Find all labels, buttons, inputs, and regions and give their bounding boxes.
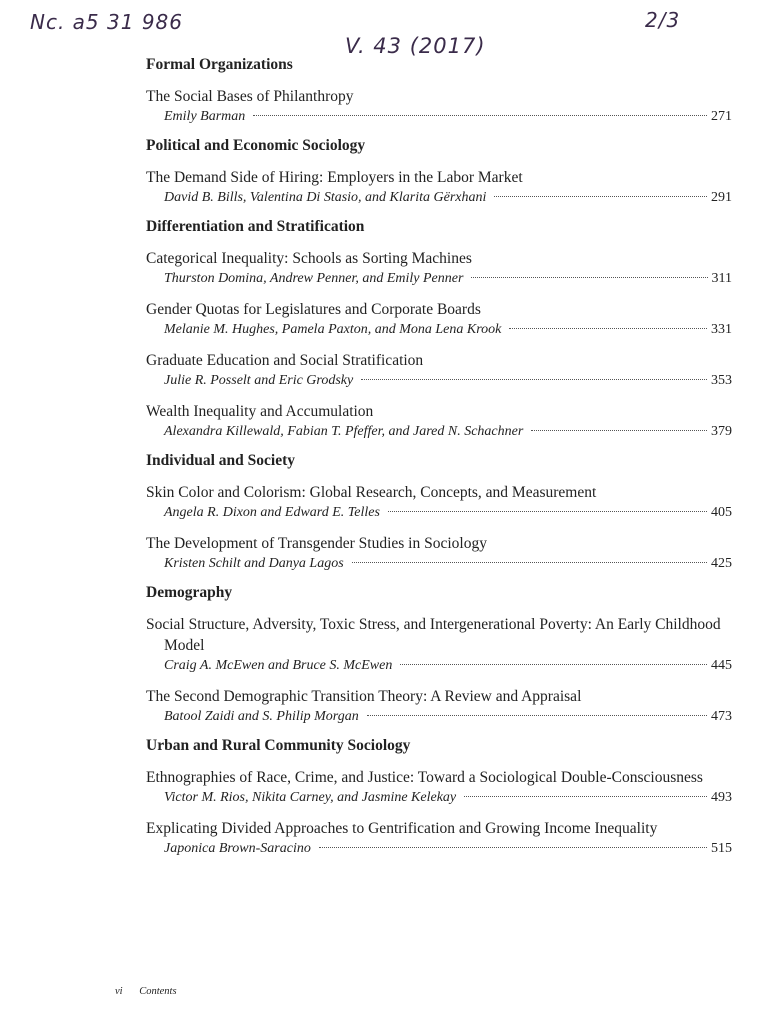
entry-page-number: 353 [711, 373, 732, 388]
entry-authors: Julie R. Posselt and Eric Grodsky [164, 373, 354, 388]
dot-leader [494, 196, 707, 197]
entry-authors: Emily Barman [164, 109, 246, 124]
toc-entry [146, 686, 732, 727]
entry-page-number: 515 [711, 841, 732, 856]
entry-authors: Alexandra Killewald, Fabian T. Pfeffer, and Jared N. Schachner [164, 424, 524, 439]
toc-entry [146, 167, 732, 208]
toc-entry [146, 614, 732, 676]
dot-leader [319, 847, 707, 848]
dot-leader [367, 715, 707, 716]
entry-title: Social Structure, Adversity, Toxic Stress, and Intergenerational Poverty: An Early Childhood Model [146, 616, 721, 654]
toc-entry [146, 299, 732, 340]
entry-title: The Second Demographic Transition Theory: A Review and Appraisal [146, 688, 582, 705]
entry-author-line [146, 320, 732, 340]
entry-authors: Kristen Schilt and Danya Lagos [164, 556, 344, 571]
entry-author-line [146, 707, 732, 727]
dot-leader [471, 277, 707, 278]
section-heading: Demography [146, 584, 233, 601]
entry-page-number: 331 [711, 322, 732, 337]
entry-title: Gender Quotas for Legislatures and Corporate Boards [146, 301, 481, 318]
section-heading: Formal Organizations [146, 56, 293, 73]
entry-authors: Angela R. Dixon and Edward E. Telles [164, 505, 380, 520]
entry-title: The Demand Side of Hiring: Employers in the Labor Market [146, 169, 523, 186]
entry-authors: Batool Zaidi and S. Philip Morgan [164, 709, 359, 724]
toc-entry [146, 401, 732, 442]
toc-entry [146, 533, 732, 574]
dot-leader [352, 562, 707, 563]
handwritten-catalog-number: Nc. a5 31 986 [30, 10, 183, 34]
entry-page-number: 473 [711, 709, 732, 724]
entry-page-number: 493 [711, 790, 732, 805]
dot-leader [464, 796, 707, 797]
dot-leader [531, 430, 707, 431]
section-heading: Individual and Society [146, 452, 296, 469]
entry-author-line [146, 269, 732, 289]
dot-leader [509, 328, 707, 329]
toc-entry [146, 248, 732, 289]
toc-entry [146, 482, 732, 523]
entry-title: Categorical Inequality: Schools as Sorting Machines [146, 250, 472, 267]
entry-title: Graduate Education and Social Stratification [146, 352, 424, 369]
entry-page-number: 379 [711, 424, 732, 439]
dot-leader [253, 115, 707, 116]
entry-title: Ethnographies of Race, Crime, and Justice: Toward a Sociological Double-Consciousness [146, 769, 703, 786]
entry-author-line [146, 107, 732, 127]
entry-page-number: 445 [711, 658, 732, 673]
table-of-contents [146, 56, 732, 869]
entry-authors: Craig A. McEwen and Bruce S. McEwen [164, 658, 393, 673]
entry-title: Explicating Divided Approaches to Gentrification and Growing Income Inequality [146, 820, 658, 837]
footer-page-number: vi [115, 986, 123, 997]
entry-authors: David B. Bills, Valentina Di Stasio, and Klarita Gërxhani [164, 190, 487, 205]
section-heading: Differentiation and Stratification [146, 218, 365, 235]
entry-page-number: 405 [711, 505, 732, 520]
entry-title: The Development of Transgender Studies in Sociology [146, 535, 487, 552]
entry-author-line [146, 656, 732, 676]
entry-authors: Japonica Brown-Saracino [164, 841, 311, 856]
entry-title: The Social Bases of Philanthropy [146, 88, 354, 105]
entry-page-number: 271 [711, 109, 732, 124]
entry-authors: Melanie M. Hughes, Pamela Paxton, and Mona Lena Krook [164, 322, 502, 337]
toc-entry [146, 350, 732, 391]
entry-title: Wealth Inequality and Accumulation [146, 403, 374, 420]
entry-authors: Thurston Domina, Andrew Penner, and Emily Penner [164, 271, 464, 286]
entry-authors: Victor M. Rios, Nikita Carney, and Jasmine Kelekay [164, 790, 457, 805]
footer-label: Contents [139, 986, 177, 997]
page-footer [115, 986, 191, 997]
entry-author-line [146, 554, 732, 574]
toc-entry [146, 767, 732, 808]
entry-author-line [146, 788, 732, 808]
dot-leader [400, 664, 707, 665]
entry-title: Skin Color and Colorism: Global Research, Concepts, and Measurement [146, 484, 597, 501]
section-heading: Political and Economic Sociology [146, 137, 366, 154]
toc-entry [146, 86, 732, 127]
dot-leader [361, 379, 707, 380]
section-heading: Urban and Rural Community Sociology [146, 737, 411, 754]
entry-page-number: 311 [711, 271, 732, 286]
handwritten-volume-note: V. 43 (2017) [345, 34, 486, 58]
dot-leader [388, 511, 707, 512]
entry-author-line [146, 371, 732, 391]
toc-entry [146, 818, 732, 859]
entry-author-line [146, 503, 732, 523]
entry-page-number: 291 [711, 190, 732, 205]
entry-author-line [146, 188, 732, 208]
handwritten-fraction-note: 2/3 [645, 8, 681, 32]
entry-author-line [146, 422, 732, 442]
entry-author-line [146, 839, 732, 859]
entry-page-number: 425 [711, 556, 732, 571]
